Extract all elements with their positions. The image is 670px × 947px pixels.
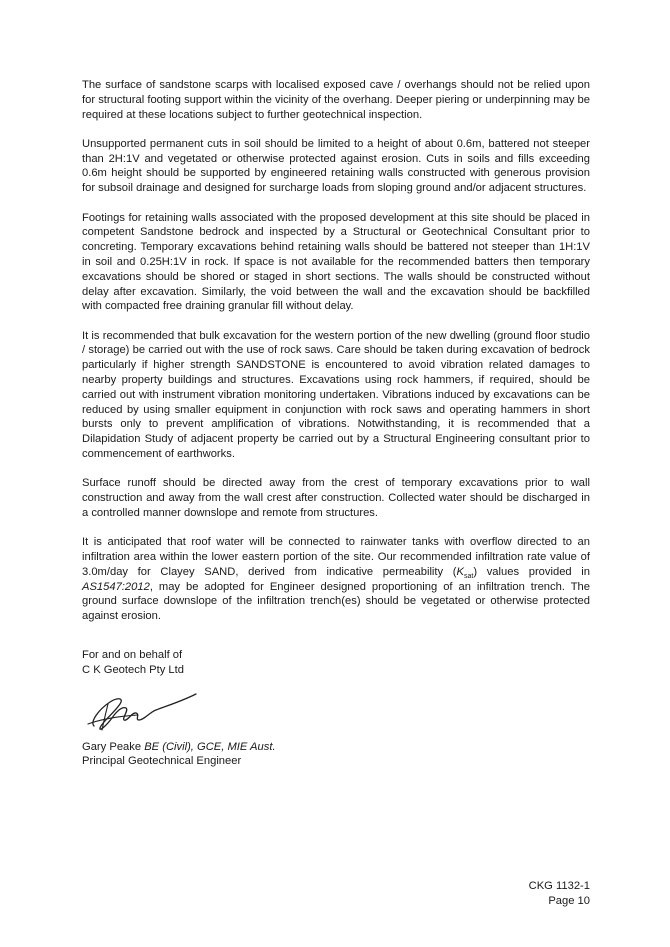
paragraph-surface-runoff: Surface runoff should be directed away from the crest of temporary excavations prior to wall construction and away from the wall crest after construction. Collected water should be discharged in a controlled manner downslope and remote from structures. — [82, 477, 590, 519]
signer-title: Principal Geotechnical Engineer — [82, 755, 242, 768]
permeability-subscript: sat — [463, 573, 474, 581]
paragraph-overhang: The surface of sandstone scarps with localised exposed cave / overhangs should not be relied upon for structural footing support within the vicinity of the overhang. Deeper piering or underpinning may be required at these locations subject to further geotechnical inspection. — [82, 79, 590, 121]
page-footer — [529, 879, 590, 909]
permeability-symbol: K — [456, 565, 464, 578]
paragraph-infiltration — [82, 535, 590, 624]
paragraph-unsupported-cuts: Unsupported permanent cuts in soil should be limited to a height of about 0.6m, battered not steeper than 2H:1V and vegetated or otherwise protected against erosion. Cuts in soils and fills exceeding 0.6m height should be supported by engineered retaining walls constructed with generous provision for subsoil drainage and designed for surcharge loads from sloping ground and/or adjacent structures. — [82, 137, 590, 195]
signer-name: Gary Peake — [82, 740, 142, 753]
signoff-line: For and on behalf of — [82, 649, 183, 661]
infiltration-text-2: ) values provided in — [473, 565, 591, 578]
signature-image — [80, 682, 200, 736]
signoff-block — [82, 648, 590, 678]
infiltration-text-3: , may be adopted for Engineer designed proportioning of an infiltration trench. The ground surface downslope of the infiltration trench(es) should be vegetated or otherwise protected against erosion. — [82, 580, 590, 623]
signer-block — [82, 740, 590, 770]
signer-name-line — [82, 740, 590, 755]
paragraph-bulk-excavation: It is recommended that bulk excavation for the western portion of the new dwelling (ground floor studio / storage) be carried out with the use of rock saws. Care should be taken during excavation of bedrock particularly if higher strength SANDSTONE is encountered to avoid vibration related damages to nearby property buildings and structures. Excavations using rock hammers, if required, should be carried out with instrument vibration monitoring undertaken. Vibrations induced by excavations can be reduced by using smaller equipment in conjunction with rock saws and operating hammers in short bursts only to prevent amplification of vibrations. Notwithstanding, it is recommended that a Dilapidation Study of adjacent property be carried out by a Structural Engineering consultant prior to commencement of earthworks. — [82, 329, 590, 461]
document-reference: CKG 1132-1 — [528, 880, 590, 892]
paragraph-retaining-walls: Footings for retaining walls associated with the proposed development at this site should be placed in competent Sandstone bedrock and inspected by a Structural or Geotechnical Consultant prior to concreting. Temporary excavations behind retaining walls should be battered not steeper than 1H:1V in soil and 0.25H:1V in rock. If space is not available for the recommended batters then temporary excavations should be shored or staged in short sections. The walls should be constructed without delay after excavation. Similarly, the void between the wall and the excavation should be backfilled with compacted free draining granular fill without delay. — [82, 211, 590, 313]
company-name: C K Geotech Pty Ltd — [82, 663, 184, 676]
document-body — [82, 78, 590, 769]
infiltration-text-1: It is anticipated that roof water will be connected to rainwater tanks with overflow directed to an infiltration area within the lower eastern portion of the site. Our recommended infiltration rate value of 3.0m/day for Clayey SAND, derived from indicative permeability ( — [82, 536, 590, 578]
signer-credentials: BE (Civil), GCE, MIE Aust. — [144, 740, 276, 753]
standard-reference: AS1547:2012 — [82, 580, 150, 593]
page-number: Page 10 — [548, 894, 590, 907]
